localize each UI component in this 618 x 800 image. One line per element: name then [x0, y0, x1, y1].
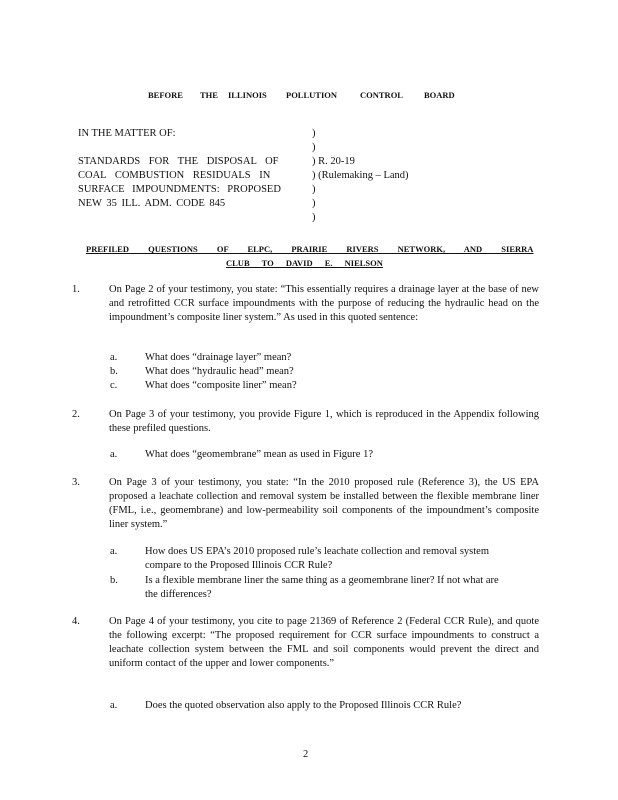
caption-subject-line: SURFACE IMPOUNDMENTS: PROPOSED [78, 184, 281, 195]
subquestion-text: Is a flexible membrane liner the same thing as a geomembrane liner? If not what are the differences? [145, 575, 499, 600]
subquestion-text: What does “composite liner” mean? [145, 380, 297, 391]
caption-paren-column [312, 127, 409, 225]
caption-subject-line: STANDARDS FOR THE DISPOSAL OF [78, 156, 279, 167]
question-number: 3. [72, 477, 80, 488]
question-text: On Page 2 of your testimony, you state: “This essentially requires a drainage layer at the base of new and retrofitted CCR surface impoundments with the purpose of reducing the hydraulic head on the impoundment’s composite liner system.” As used in this quoted sentence: [109, 284, 539, 323]
question-number: 4. [72, 616, 80, 627]
question-number: 1. [72, 284, 80, 295]
paren-line: ) [312, 184, 316, 195]
board-word: BEFORE [148, 90, 183, 100]
rulemaking-type: ) (Rulemaking – Land) [312, 170, 409, 181]
subquestion-letter: c. [110, 380, 118, 391]
subquestion-text: What does “geomembrane” mean as used in Figure 1? [145, 449, 374, 460]
document-title-line2: CLUB TO DAVID E. NIELSON [226, 258, 383, 268]
subquestion-letter: a. [110, 700, 118, 711]
caption-subject-line: NEW 35 ILL. ADM. CODE 845 [78, 198, 226, 209]
board-word: POLLUTION [286, 90, 338, 100]
paren-line: ) [312, 198, 316, 209]
subquestion-text: What does “drainage layer” mean? [145, 352, 292, 363]
subquestion-text: Does the quoted observation also apply to the Proposed Illinois CCR Rule? [145, 700, 462, 711]
subquestion-letter: a. [110, 352, 118, 363]
board-word: CONTROL [360, 90, 403, 100]
question-number: 2. [72, 409, 80, 420]
subquestion-letter: a. [110, 546, 118, 557]
board-word: THE [200, 90, 218, 100]
board-word: BOARD [424, 90, 455, 100]
question-text: On Page 3 of your testimony, you state: “In the 2010 proposed rule (Reference 3), the US EPA proposed a leachate collection and removal system be installed between the flexible membrane liner (FML, i.e., geomembrane) and low-permeability soil components of the impoundment’s composite liner system.” [109, 477, 539, 530]
paren-line: ) [312, 212, 316, 223]
page-number: 2 [303, 749, 309, 760]
caption-subject-line: COAL COMBUSTION RESIDUALS IN [78, 170, 271, 181]
subquestion-text: How does US EPA’s 2010 proposed rule’s leachate collection and removal system compare to the Proposed Illinois CCR Rule? [145, 546, 490, 571]
subquestion-text: What does “hydraulic head” mean? [145, 366, 294, 377]
question-text: On Page 4 of your testimony, you cite to page 21369 of Reference 2 (Federal CCR Rule), and quote the following excerpt: “The proposed requirement for CCR surface impoundments to construct a leachate collection system between the FML and soil components would prevent the direct and uniform contact of the upper and lower components.” [109, 616, 539, 669]
paren-line: ) [312, 128, 316, 139]
matter-label: IN THE MATTER OF: [78, 128, 176, 139]
caption-subject [78, 155, 290, 211]
question-text: On Page 3 of your testimony, you provide Figure 1, which is reproduced in the Appendix following these prefiled questions. [109, 409, 539, 434]
docket-number: ) R. 20-19 [312, 156, 355, 167]
board-word: ILLINOIS [228, 90, 267, 100]
subquestion-letter: b. [110, 575, 118, 586]
paren-line: ) [312, 142, 316, 153]
subquestion-letter: b. [110, 366, 118, 377]
document-title: PREFILED QUESTIONS OF ELPC, PRAIRIE RIVERS NETWORK, AND SIERRA [86, 244, 534, 254]
subquestion-letter: a. [110, 449, 118, 460]
